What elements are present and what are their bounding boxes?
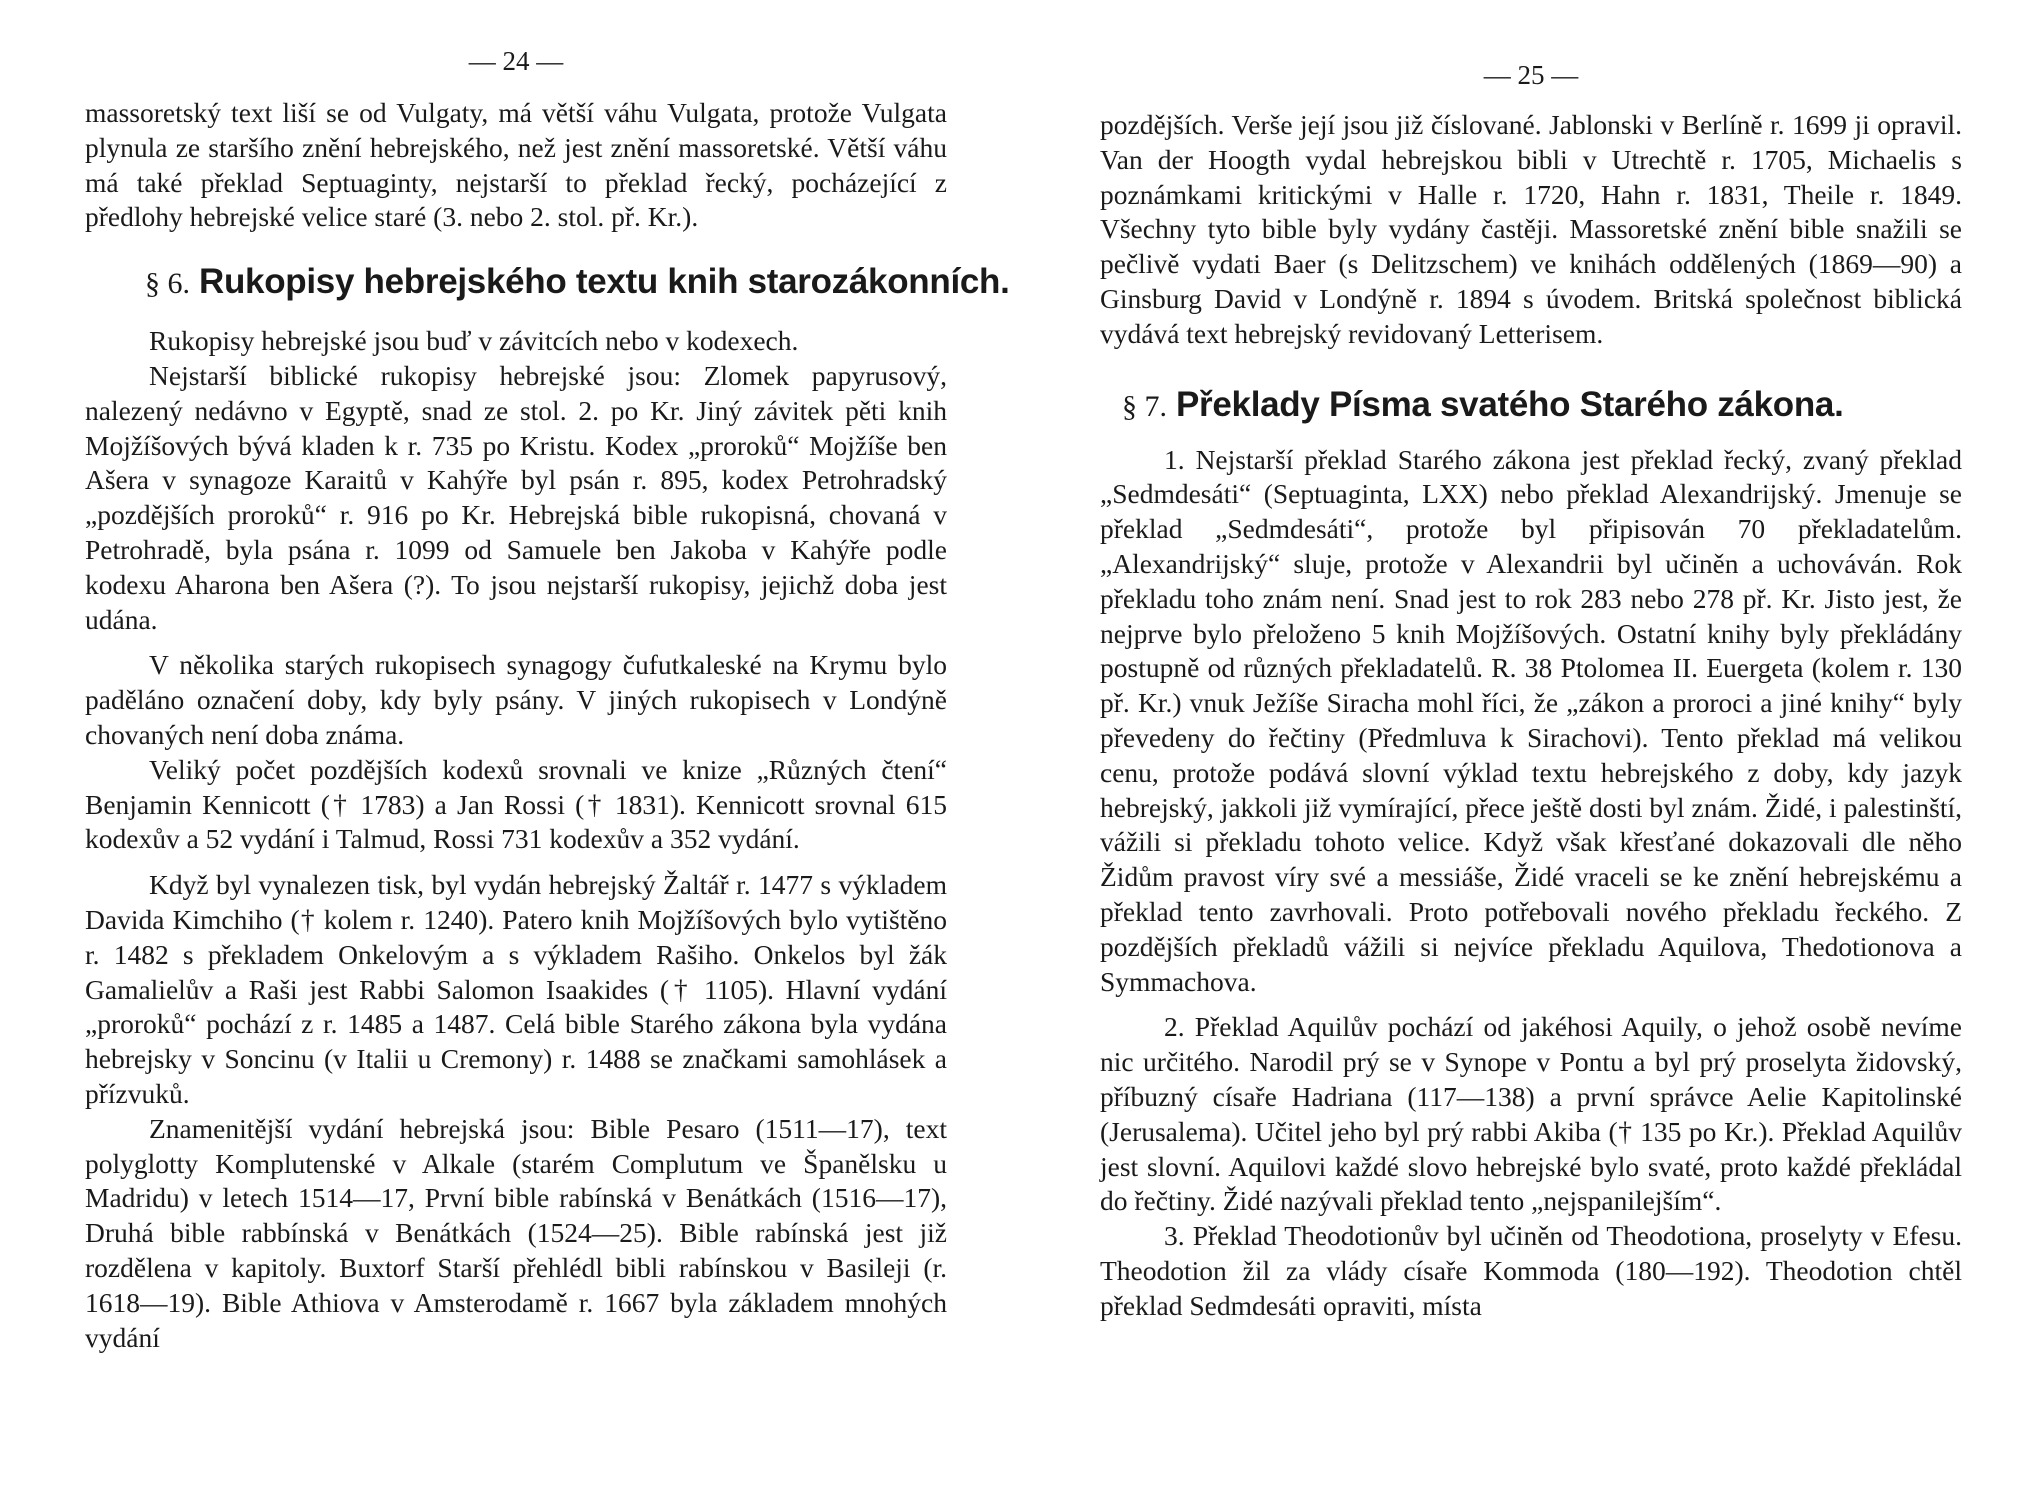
text-block <box>1100 108 1962 352</box>
section-number: § 7. <box>1122 389 1167 423</box>
section-title: Překlady Písma svatého Starého zákona. <box>1176 384 1844 424</box>
paragraph: massoretský text liší se od Vulgaty, má větší váhu Vulgata, protože Vulgata plynula ze staršího znění hebrejského, než jest znění massoretské. Větší váhu má také překlad Septuaginty, nejstarší to překlad řecký, pocházející z předlohy hebrejské velice staré (3. nebo 2. stol. př. Kr.). <box>85 97 947 233</box>
paragraph: Znamenitější vydání hebrejská jsou: Bible Pesaro (1511—17), text polyglotty Komplutenské v Alkale (starém Complutum ve Španělsku u Madridu) v letech 1514—17, První bible rabínská v Benátkách (1516—17), Druhá bible rabbínská v Benátkách (1524—25). Bible rabínská jest již rozdělena v kapitoly. Buxtorf Starší přehlédl bibli rabínskou v Basileji (r. 1618—19). Bible Athiova v Amsterodamě r. 1667 byla základem mnohých vydání <box>85 1112 947 1353</box>
paragraph: 1. Nejstarší překlad Starého zákona jest překlad řecký, zvaný překlad „Sedmdesáti“ (Septuaginta, LXX) nebo překlad Alexandrijský. Jmenuje se překlad „Sedmdesáti“, protože byl připisován 70 překladatelům. „Alexandrijský“ sluje, protože v Alexandrii byl učiněn a uchováván. Rok překladu toho znám není. Snad jest to rok 283 nebo 278 př. Kr. Jisto jest, že nejprve bylo přeloženo 5 knih Mojžíšových. Ostatní knihy byly překládány postupně od různých překladatelů. R. 38 Ptolomea II. Euergeta (kolem r. 130 př. Kr.) vnuk Ježíše Siracha mohl říci, že „zákon a proroci a jiné knihy“ byly převedeny do řečtiny (Předmluva k Sirachovi). Tento překlad má velikou cenu, protože podává slovní výklad textu hebrejského z doby, kdy jazyk hebrejský, jakkoli již vymírající, přece ještě dosti byl znám. Židé, i palestinští, vážili si překladu tohoto velice. Když však křesťané dokazovali dle něho Židům pravost víry své a messiáše, Židé vraceli se ke znění hebrejskému a překlad tento zavrhovali. Proto potřebovali nového překladu řeckého. Z pozdějších překladů vážili si nejvíce překladu Aquilova, Thedotionova a Symmachova. <box>1100 443 1962 997</box>
paragraph: pozdějších. Verše její jsou již číslované. Jablonski v Berlíně r. 1699 ji opravil. Van der Hoogth vydal hebrejskou bibli v Utrechtě r. 1705, Michaelis s poznámkami kritickými v Halle r. 1720, Hahn r. 1831, Theile r. 1849. Všechny tyto bible byly vydány častěji. Massoretské znění bible snažili se pečlivě vydati Baer (s Delitzschem) ve knihách oddělených (1869—90) a Ginsburg David v Londýně r. 1894 s úvodem. Britská společnost biblická vydává text hebrejský revidovaný Letterisem. <box>1100 109 1962 349</box>
left-page <box>85 0 1010 1500</box>
paragraph: Rukopisy hebrejské jsou buď v závitcích nebo v kodexech. <box>149 325 799 357</box>
right-page <box>1100 0 1962 1500</box>
section-number: § 6. <box>145 267 190 301</box>
paragraph: 2. Překlad Aquilův pochází od jakéhosi Aquily, o jehož osobě nevíme nic určitého. Narodil prý se v Synope v Pontu a byl prý proselyta židovský, příbuzný císaře Hadriana (117—138) a první správce Aelie Kapitolinské (Jerusalema). Učitel jeho byl prý rabbi Akiba († 135 po Kr.). Překlad Aquilův jest slovní. Aquilovi každé slovo hebrejské bylo svaté, proto každé překládal do řečtiny. Židé nazývali překlad tento „nejspanilejším“. <box>1100 1011 1962 1217</box>
page-number: — 25 — <box>1483 60 1579 90</box>
paragraph: Nejstarší biblické rukopisy hebrejské jsou: Zlomek papyrusový, nalezený nedávno v Egyptě, snad ze stol. 2. po Kr. Jiný závitek pěti knih Mojžíšových bývá kladen k r. 735 po Kristu. Kodex „proroků“ Mojžíše ben Ašera v synagoze Karaitů v Kahýře byl psán r. 895, kodex Petrohradský „pozdějších proroků“ r. 916 po Kr. Hebrejská bible rukopisná, chovaná v Petrohradě, byla psána r. 1099 od Samuele ben Jakoba v Kahýře podle kodexu Aharona ben Ašera (?). To jsou nejstarší rukopisy, jejichž doba jest udána. <box>85 359 947 635</box>
page-number: — 24 — <box>468 46 564 76</box>
paragraph: 3. Překlad Theodotionův byl učiněn od Theodotiona, proselyty v Efesu. Theodotion žil za vlády císaře Kommoda (180—192). Theodotion chtěl překlad Sedmdesáti opraviti, místa <box>1100 1220 1962 1321</box>
text-block <box>85 96 947 235</box>
paragraph: Když byl vynalezen tisk, byl vydán hebrejský Žaltář r. 1477 s výkladem Davida Kimchiho († kolem r. 1240). Patero knih Mojžíšových bylo vytištěno r. 1482 s překladem Onkelovým a s výkladem Rašiho. Onkelos byl žák Gamalielův a Raši jest Rabbi Salomon Isaakides († 1105). Hlavní vydání „proroků“ pochází z r. 1485 a 1487. Celá bible Starého zákona byla vydána hebrejsky v Soncinu (v Italii u Cremony) r. 1488 se značkami samohlásek a přízvuků. <box>85 869 947 1109</box>
section-title: Rukopisy hebrejského textu knih starozákonních. <box>199 262 1010 302</box>
section-heading <box>145 261 1010 304</box>
paragraph: V několika starých rukopisech synagogy čufutkaleské na Krymu bylo paděláno označení doby, kdy byly psány. V jiných rukopisech v Londýně chovaných není doba známa. <box>85 649 947 750</box>
section-heading <box>1122 384 1962 427</box>
text-block <box>85 324 947 1355</box>
text-block <box>1100 443 1962 1324</box>
paragraph: Veliký počet pozdějších kodexů srovnali ve knize „Různých čtení“ Benjamin Kennicott († 1783) a Jan Rossi († 1831). Kennicott srovnal 615 kodexův a 52 vydání i Talmud, Rossi 731 kodexův a 352 vydání. <box>85 753 947 855</box>
